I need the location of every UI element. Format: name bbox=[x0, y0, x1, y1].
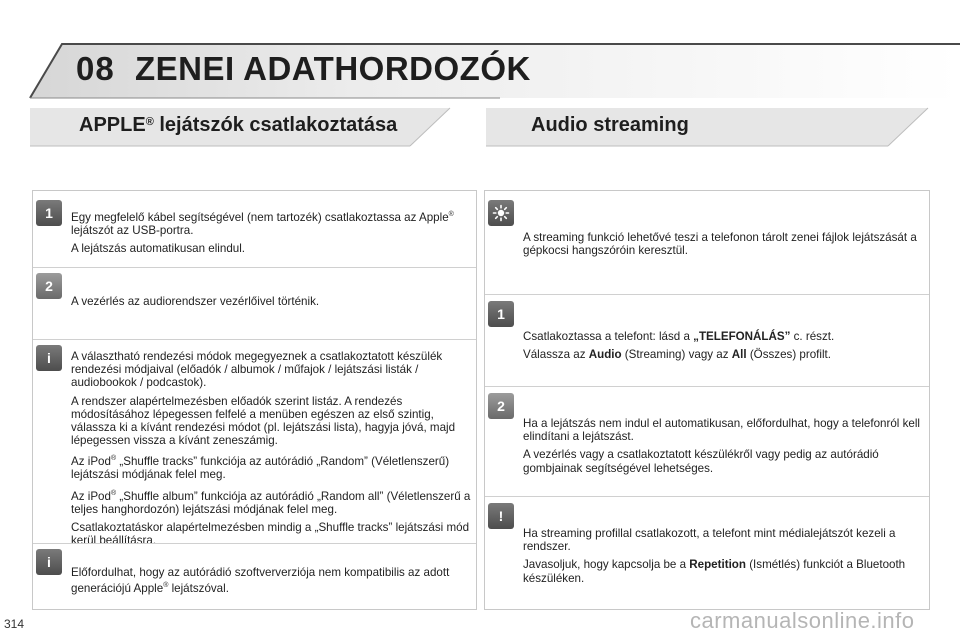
list-item bbox=[33, 543, 476, 610]
paragraph: A vezérlés az audiorendszer vezérlőivel történik. bbox=[71, 295, 320, 308]
paragraph: Egy megfelelő kábel segítségével (nem tartozék) csatlakoztassa az Apple® lejátszót az USB-portra. bbox=[71, 210, 454, 238]
step-1-badge: 1 bbox=[488, 301, 514, 327]
watermark: carmanualsonline.info bbox=[690, 608, 915, 633]
paragraph: A vezérlés vagy a csatlakoztatott készülékről vagy pedig az autórádió gombjainak segítségével lehetséges. bbox=[523, 448, 879, 475]
step-2-badge: 2 bbox=[36, 273, 62, 299]
paragraph: A lejátszás automatikusan elindul. bbox=[71, 242, 246, 256]
info-icon: i bbox=[36, 345, 62, 371]
paragraph: Javasoljuk, hogy kapcsolja be a Repetition (Ismétlés) funkciót a Bluetooth készüléken. bbox=[523, 558, 906, 585]
list-item bbox=[33, 191, 476, 267]
paragraph: Ha a lejátszás nem indul el automatikusan, előfordulhat, hogy a telefonról kell elindítani a lejátszást. bbox=[523, 417, 920, 444]
list-item bbox=[485, 386, 929, 497]
paragraph: Az iPod® „Shuffle tracks” funkciója az autórádió „Random” (Véletlenszerű) lejátszási módjának felel meg. bbox=[71, 455, 450, 482]
list-item bbox=[33, 267, 476, 340]
paragraph: Csatlakoztatáskor alapértelmezésben mindig a „Shuffle tracks” lejátszási mód kerül beállításra. bbox=[71, 520, 470, 548]
chapter-title: ZENEI ADATHORDOZÓK bbox=[135, 50, 531, 87]
paragraph: Előfordulhat, hogy az autórádió szoftververziója nem kompatibilis az adott generációjú Apple® lejátszóval. bbox=[71, 566, 450, 596]
paragraph: Ha streaming profillal csatlakozott, a telefont mint médialejátszót kezeli a rendszer. bbox=[523, 527, 896, 554]
chapter-number: 08 bbox=[76, 50, 115, 87]
paragraph: A rendszer alapértelmezésben előadók szerint listáz. A rendezés módosításához lépegessen felfelé a menüben egészen az első szintig, válassza ki a kívánt rendezési módot (pl. lejátszási lista), hagyja jóvá, majd lépegessen vissza a kívánt zeneszámig. bbox=[71, 394, 456, 448]
paragraph: A streaming funkció lehetővé teszi a telefonon tárolt zenei fájlok lejátszását a gépkocsi hangszóróin keresztül. bbox=[523, 231, 917, 258]
right-section-title: Audio streaming bbox=[531, 114, 689, 136]
paragraph: A választható rendezési módok megegyeznek a csatlakoztatott készülék rendezési módjaival (előadók / albumok / műfajok / lejátszási listák / audiobookok / podcastok). bbox=[71, 350, 443, 390]
left-section-title: APPLE® lejátszók csatlakoztatása bbox=[79, 114, 398, 136]
step-1-badge: 1 bbox=[36, 200, 62, 226]
list-item bbox=[485, 496, 929, 610]
list-item bbox=[485, 191, 929, 294]
page-number: 314 bbox=[4, 617, 25, 631]
lightbulb-icon bbox=[488, 200, 514, 226]
list-item bbox=[33, 339, 476, 548]
paragraph: Válassza az Audio (Streaming) vagy az All (Összes) profilt. bbox=[523, 348, 831, 362]
left-panel bbox=[32, 190, 477, 610]
warning-icon: ! bbox=[488, 503, 514, 529]
step-2-badge: 2 bbox=[488, 393, 514, 419]
list-item bbox=[485, 294, 929, 387]
right-panel bbox=[484, 190, 930, 610]
paragraph: Csatlakoztassa a telefont: lásd a „TELEFONÁLÁS” c. részt. bbox=[523, 330, 835, 343]
paragraph: Az iPod® „Shuffle album” funkciója az autórádió „Random all” (Véletlenszerű a teljes hanghordozón) lejátszási módjának felel meg. bbox=[71, 489, 471, 516]
info-icon: i bbox=[36, 549, 62, 575]
